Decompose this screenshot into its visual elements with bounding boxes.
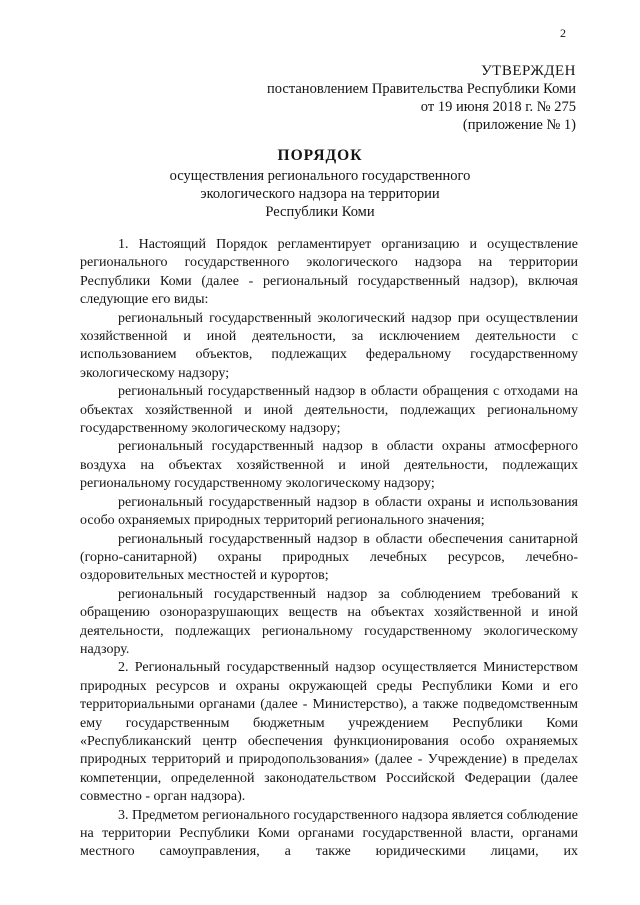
- list-item-air-supervision: региональный государственный надзор в области охраны атмосферного воздуха на объектах хозяйственной и иной деятельности, подлежащих региональному государственному экологическому надзору;: [80, 439, 578, 492]
- approval-decree-line: постановлением Правительства Республики Коми: [267, 81, 576, 97]
- paragraph-1: 1. Настоящий Порядок регламентирует организацию и осуществление регионального государственного экологического надзора на территории Республики Коми (далее - региональный государственный надзор), включая следующие его виды:: [80, 237, 578, 308]
- page-number: 2: [560, 26, 566, 40]
- list-item-sanitary-supervision: региональный государственный надзор в области обеспечения санитарной (горно-санитарной) охраны природных лечебных ресурсов, лечебно-оздоровительных местностей и курортов;: [80, 531, 578, 584]
- document-body: [80, 236, 578, 862]
- approval-appendix-line: (приложение № 1): [462, 117, 576, 133]
- approval-title: УТВЕРЖДЕН: [481, 63, 576, 79]
- list-item-waste-supervision: региональный государственный надзор в области обращения с отходами на объектах хозяйственной и иной деятельности, подлежащих региональному государственному экологическому надзору;: [80, 384, 578, 437]
- title-block: [0, 147, 640, 221]
- paragraph-2: 2. Региональный государственный надзор осуществляется Министерством природных ресурсов и охраны окружающей среды Республики Коми и его территориальными органами (далее - Министерство), а также подведомственным ему государственным бюджетным учреждением Республики Коми «Республиканский центр обеспечения функционирования особо охраняемых природных территорий и природопользования» (далее - Учреждение) в пределах компетенции, определенной законодательством Российской Федерации (далее совместно - орган надзора).: [80, 660, 578, 805]
- list-item-ozone-supervision: региональный государственный надзор за соблюдением требований к обращению озоноразрушающих веществ на объектах хозяйственной и иной деятельности, подлежащих региональному государственному экологическому надзору.: [80, 586, 578, 657]
- list-item-ecological-supervision: региональный государственный экологический надзор при осуществлении хозяйственной и иной деятельности, за исключением деятельности с использованием объектов, подлежащих федеральному государственному экологическому надзору;: [80, 310, 578, 381]
- document-subtitle-line-2: экологического надзора на территории: [200, 186, 440, 202]
- document-subtitle-line-1: осуществления регионального государственного: [169, 168, 471, 184]
- document-title: ПОРЯДОК: [277, 147, 363, 164]
- approval-stamp: [267, 62, 576, 134]
- paragraph-3: 3. Предметом регионального государственного надзора является соблюдение на территории Республики Коми органами государственной власти, органами местного самоуправления, а также юридическими лицами, их: [80, 807, 578, 860]
- document-subtitle-line-3: Республики Коми: [265, 204, 375, 220]
- list-item-protected-areas-supervision: региональный государственный надзор в области охраны и использования особо охраняемых природных территорий регионального значения;: [80, 494, 578, 529]
- approval-date-line: от 19 июня 2018 г. № 275: [420, 99, 576, 115]
